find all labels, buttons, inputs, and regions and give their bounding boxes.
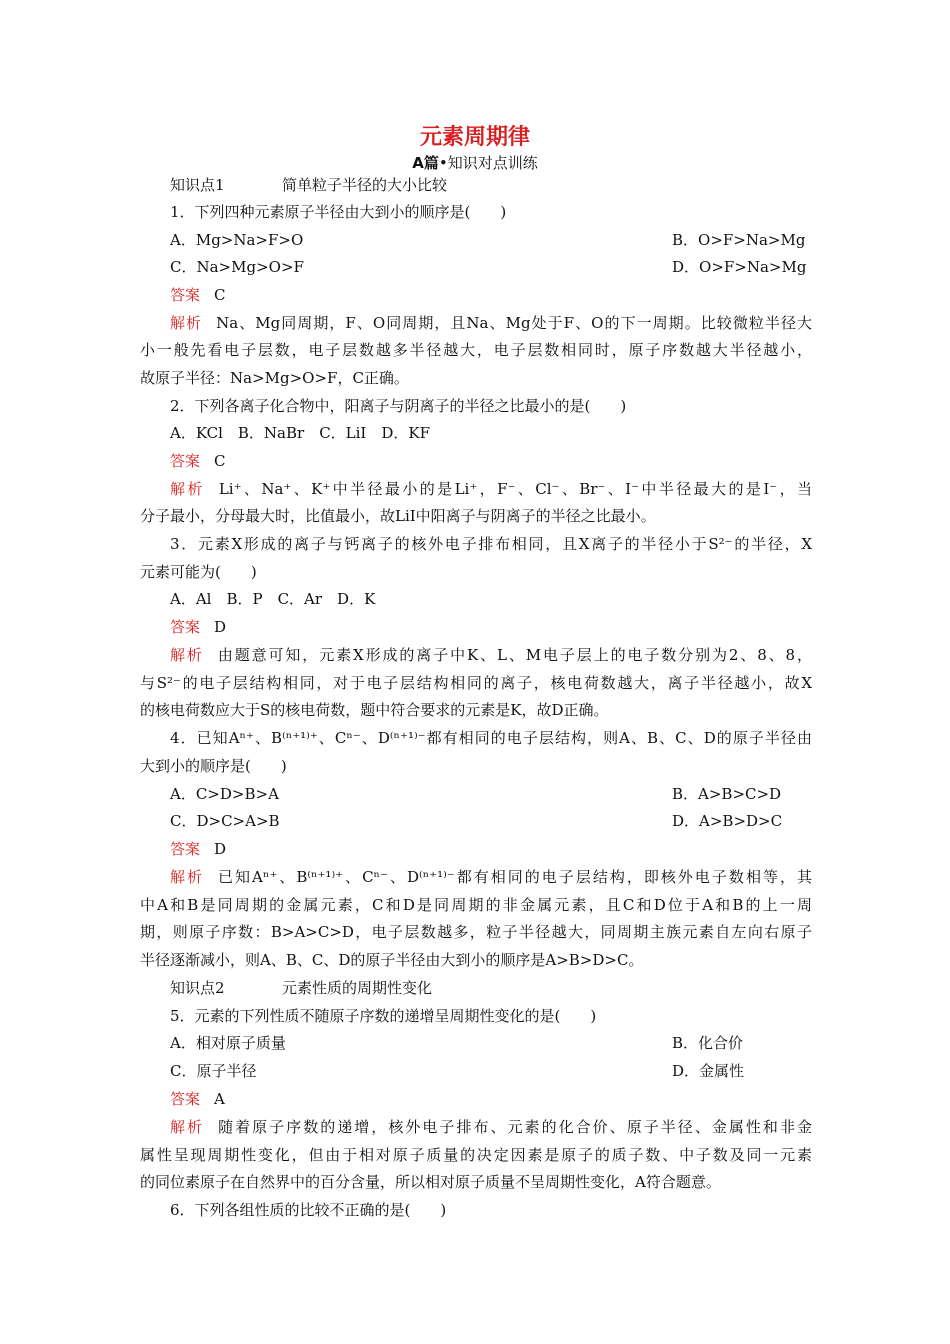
question-4-analysis-line-3: 期，则原子序数：B>A>C>D，电子层数越多，粒子半径越大，同周期主族元素自左向右原子 <box>140 923 812 941</box>
section-name: 知识对点训练 <box>447 154 538 172</box>
question-4-options-row-2 <box>170 811 812 831</box>
question-1-options-row-2 <box>170 257 812 277</box>
analysis-tag: 解析 <box>170 868 205 886</box>
answer-tag: 答案 <box>170 840 201 858</box>
question-5-stem: 5．元素的下列性质不随原子序数的递增呈周期性变化的是( ) <box>170 1007 597 1025</box>
question-2-answer <box>170 451 812 471</box>
option-d: D．金属性 <box>672 1062 745 1080</box>
answer-tag: 答案 <box>170 286 201 304</box>
question-6-stem: 6．下列各组性质的比较不正确的是( ) <box>170 1201 447 1219</box>
question-3-stem-line-2: 元素可能为( ) <box>140 563 257 581</box>
option-b: B．化合价 <box>672 1034 744 1052</box>
question-1-analysis-line-3: 故原子半径：Na>Mg>O>F，C正确。 <box>140 369 409 387</box>
question-1-options-row-1 <box>170 230 812 250</box>
analysis-tag: 解析 <box>170 314 203 332</box>
answer-tag: 答案 <box>170 1090 201 1108</box>
analysis-tag: 解析 <box>170 480 205 498</box>
option-d: D．O>F>Na>Mg <box>672 258 807 276</box>
question-5-answer <box>170 1089 812 1109</box>
question-2-stem: 2．下列各离子化合物中，阳离子与阴离子的半径之比最小的是( ) <box>170 397 627 415</box>
question-1-analysis-line-1 <box>170 313 812 333</box>
question-1-analysis-line-2: 小一般先看电子层数，电子层数越多半径越大，电子层数相同时，原子序数越大半径越小， <box>140 341 812 359</box>
answer-tag: 答案 <box>170 452 201 470</box>
option-c: C．原子半径 <box>170 1062 257 1080</box>
answer-value: D <box>214 618 227 636</box>
question-4-options-row-1 <box>170 784 812 804</box>
knowledge-point-label: 知识点2 <box>170 979 225 997</box>
option-a: A．Mg>Na>F>O <box>170 231 304 249</box>
question-3-answer <box>170 617 812 637</box>
analysis-text: Na、Mg同周期，F、O同周期，且Na、Mg处于F、O的下一周期。比较微粒半径大 <box>216 314 812 332</box>
question-3-analysis-line-1 <box>170 645 812 665</box>
analysis-text: 由题意可知，元素X形成的离子中K、L、M电子层上的电子数分别为2、8、8， <box>217 646 812 664</box>
question-1-stem: 1．下列四种元素原子半径由大到小的顺序是( ) <box>170 203 507 221</box>
subtitle-bullet: • <box>438 154 448 172</box>
knowledge-point-1 <box>170 175 812 195</box>
knowledge-point-label: 知识点1 <box>170 176 225 194</box>
section-label: A篇 <box>412 154 439 172</box>
question-3-stem-line-1: 3．元素X形成的离子与钙离子的核外电子排布相同，且X离子的半径小于S²⁻的半径，X <box>170 535 812 553</box>
option-b: B．A>B>C>D <box>672 785 782 803</box>
analysis-text: 随着原子序数的递增，核外电子排布、元素的化合价、原子半径、金属性和非金 <box>218 1118 812 1136</box>
document-title: 元素周期律 <box>419 125 530 150</box>
question-2-options: A．KCl B．NaBr C．LiI D．KF <box>170 424 430 442</box>
question-5-options-row-1 <box>170 1033 812 1053</box>
question-1-answer <box>170 285 812 305</box>
option-a: A．C>D>B>A <box>170 785 279 803</box>
question-5-analysis-line-2: 属性呈现周期性变化，但由于相对原子质量的决定因素是原子的质子数、中子数及同一元素 <box>140 1146 812 1164</box>
answer-value: D <box>214 840 227 858</box>
knowledge-point-2 <box>170 978 812 998</box>
analysis-text: Li⁺、Na⁺、K⁺中半径最小的是Li⁺，F⁻、Cl⁻、Br⁻、I⁻中半径最大的是I⁻，当 <box>218 480 812 498</box>
question-2-analysis-line-2: 分子最小，分母最大时，比值最小，故LiI中阳离子与阴离子的半径之比最小。 <box>140 507 656 525</box>
answer-value: A <box>214 1090 225 1108</box>
question-3-options: A．Al B．P C．Ar D．K <box>170 590 376 608</box>
knowledge-point-name: 元素性质的周期性变化 <box>282 979 433 997</box>
question-4-stem-line-1: 4．已知Aⁿ⁺、B⁽ⁿ⁺¹⁾⁺、Cⁿ⁻、D⁽ⁿ⁺¹⁾⁻都有相同的电子层结构，则A、B、C、D的原子半径由 <box>170 729 812 747</box>
section-subtitle <box>0 152 950 173</box>
question-4-analysis-line-4: 半径逐渐减小，则A、B、C、D的原子半径由大到小的顺序是A>B>D>C。 <box>140 951 644 969</box>
analysis-tag: 解析 <box>170 1118 205 1136</box>
question-4-stem-line-2: 大到小的顺序是( ) <box>140 757 287 775</box>
option-a: A．相对原子质量 <box>170 1034 286 1052</box>
option-c: C．Na>Mg>O>F <box>170 258 304 276</box>
option-b: B．O>F>Na>Mg <box>672 231 806 249</box>
knowledge-point-name: 简单粒子半径的大小比较 <box>282 176 448 194</box>
answer-value: C <box>214 452 226 470</box>
question-3-analysis-line-3: 的核电荷数应大于S的核电荷数，题中符合要求的元素是K，故D正确。 <box>140 701 609 719</box>
answer-value: C <box>214 286 226 304</box>
question-5-analysis-line-1 <box>170 1117 812 1137</box>
analysis-text: 已知Aⁿ⁺、B⁽ⁿ⁺¹⁾⁺、Cⁿ⁻、D⁽ⁿ⁺¹⁾⁻都有相同的电子层结构，即核外电子数相等，其 <box>218 868 812 886</box>
answer-tag: 答案 <box>170 618 201 636</box>
question-2-analysis-line-1 <box>170 479 812 499</box>
question-4-analysis-line-1 <box>170 867 812 887</box>
question-4-answer <box>170 839 812 859</box>
question-4-analysis-line-2: 中A和B是同周期的金属元素，C和D是同周期的非金属元素，且C和D位于A和B的上一周 <box>140 896 812 914</box>
option-c: C．D>C>A>B <box>170 812 280 830</box>
option-d: D．A>B>D>C <box>672 812 783 830</box>
analysis-tag: 解析 <box>170 646 204 664</box>
question-5-analysis-line-3: 的同位素原子在自然界中的百分含量，所以相对原子质量不呈周期性变化，A符合题意。 <box>140 1173 721 1191</box>
question-3-analysis-line-2: 与S²⁻的电子层结构相同，对于电子层结构相同的离子，核电荷数越大，离子半径越小，故X <box>140 674 812 692</box>
question-5-options-row-2 <box>170 1061 812 1081</box>
